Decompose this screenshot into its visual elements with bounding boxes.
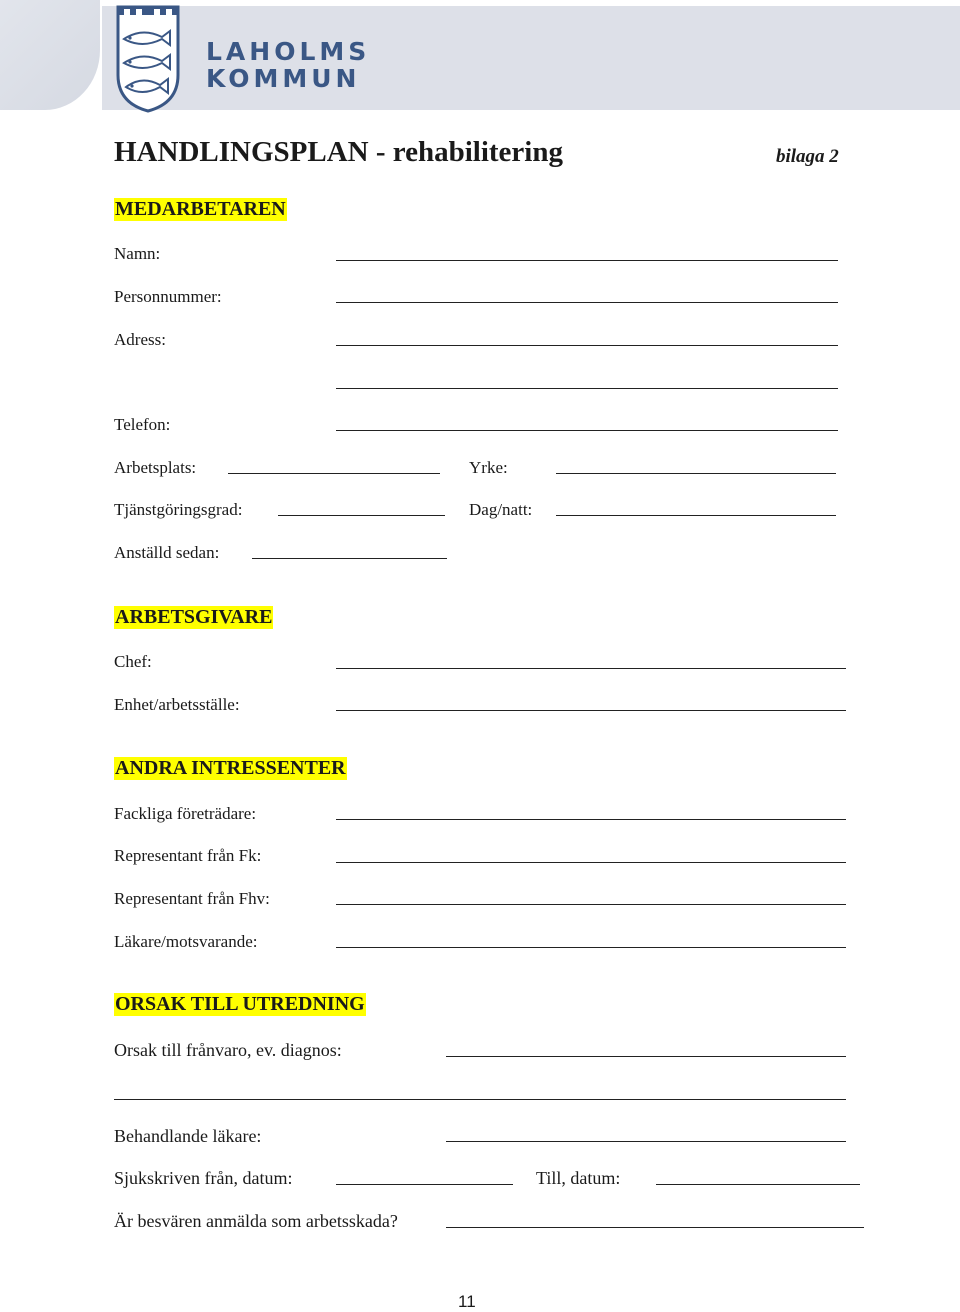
label-enhet: Enhet/arbetsställe: [114, 695, 240, 714]
field-tjanstgoringsgrad[interactable] [278, 515, 445, 516]
field-adress-line-2[interactable] [336, 388, 838, 389]
label-fackliga: Fackliga företrädare: [114, 804, 257, 823]
label-behandlande-lakare: Behandlande läkare: [114, 1126, 262, 1146]
label-till-datum: Till, datum: [536, 1168, 621, 1188]
brand-line-1: LAHOLMS [206, 37, 371, 66]
annex-label: bilaga 2 [776, 146, 839, 167]
field-adress-line-1[interactable] [336, 345, 838, 346]
brand-wordmark [206, 38, 370, 92]
label-personnummer: Personnummer: [114, 287, 222, 306]
field-representant-fk[interactable] [336, 862, 846, 863]
field-yrke[interactable] [556, 473, 836, 474]
page-number: 11 [458, 1292, 476, 1311]
label-orsak: Orsak till frånvaro, ev. diagnos: [114, 1040, 342, 1060]
label-representant-fhv: Representant från Fhv: [114, 889, 270, 908]
field-arbetsplats[interactable] [228, 473, 440, 474]
section-heading-medarbetaren: MEDARBETAREN [115, 198, 286, 220]
field-anstalld-sedan[interactable] [252, 558, 447, 559]
section-heading-orsak: ORSAK TILL UTREDNING [115, 993, 365, 1015]
field-arbetsskada[interactable] [446, 1227, 864, 1228]
label-representant-fk: Representant från Fk: [114, 846, 262, 865]
field-personnummer[interactable] [336, 302, 838, 303]
label-dag-natt: Dag/natt: [469, 500, 533, 519]
label-chef: Chef: [114, 652, 152, 671]
section-heading-arbetsgivare: ARBETSGIVARE [115, 606, 273, 628]
label-lakare: Läkare/motsvarande: [114, 932, 258, 951]
field-telefon[interactable] [336, 430, 838, 431]
field-enhet[interactable] [336, 710, 846, 711]
field-namn[interactable] [336, 260, 838, 261]
field-orsak-line-2[interactable] [114, 1099, 846, 1100]
section-heading-andra-intressenter: ANDRA INTRESSENTER [115, 757, 346, 779]
coat-of-arms-icon [112, 5, 184, 113]
field-fackliga[interactable] [336, 819, 846, 820]
field-till-datum[interactable] [656, 1184, 860, 1185]
label-adress: Adress: [114, 330, 166, 349]
label-anstalld-sedan: Anställd sedan: [114, 543, 220, 562]
label-telefon: Telefon: [114, 415, 171, 434]
label-namn: Namn: [114, 244, 161, 263]
label-yrke: Yrke: [469, 458, 508, 477]
field-behandlande-lakare[interactable] [446, 1141, 846, 1142]
brand-line-2: KOMMUN [206, 64, 361, 93]
label-tjanstgoringsgrad: Tjänstgöringsgrad: [114, 500, 243, 519]
field-dag-natt[interactable] [556, 515, 836, 516]
field-lakare[interactable] [336, 947, 846, 948]
label-arbetsplats: Arbetsplats: [114, 458, 197, 477]
field-sjukskriven-fran[interactable] [336, 1184, 513, 1185]
field-representant-fhv[interactable] [336, 904, 846, 905]
header-corner [0, 0, 100, 110]
page-title: HANDLINGSPLAN - rehabilitering [114, 136, 563, 168]
label-sjukskriven-fran: Sjukskriven från, datum: [114, 1168, 293, 1188]
label-arbetsskada: Är besvären anmälda som arbetsskada? [114, 1211, 398, 1231]
field-chef[interactable] [336, 668, 846, 669]
field-orsak-line-1[interactable] [446, 1056, 846, 1057]
